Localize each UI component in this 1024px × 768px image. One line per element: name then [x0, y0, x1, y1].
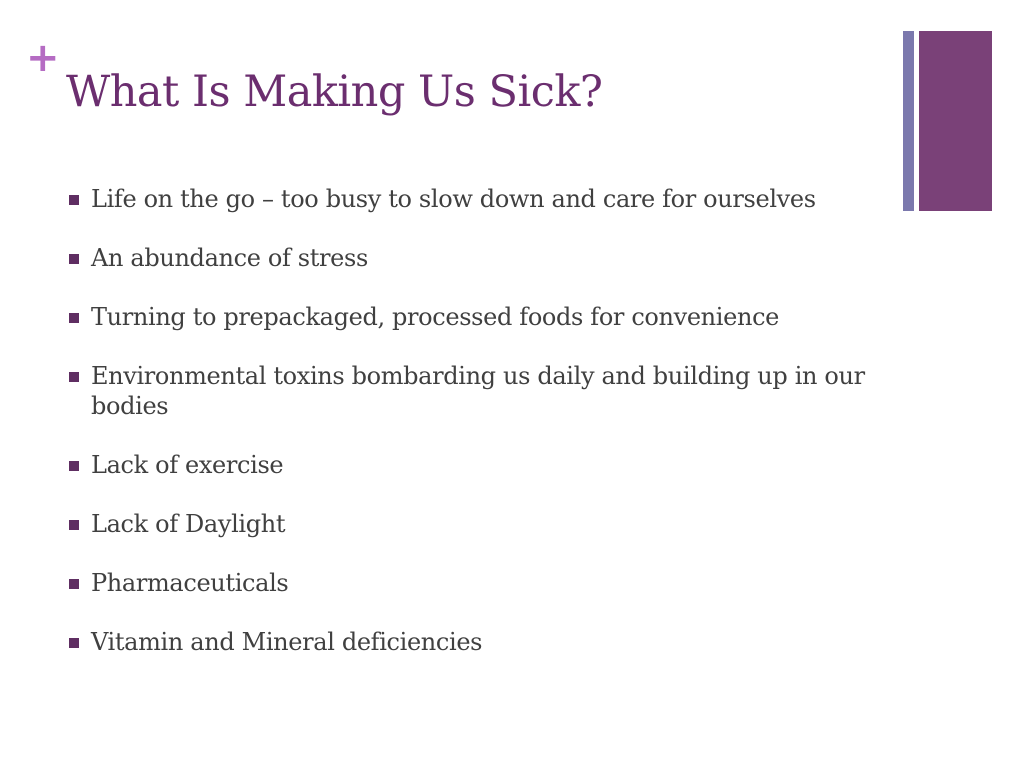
bullet-text: Lack of Daylight: [91, 510, 286, 538]
square-bullet-icon: [69, 254, 79, 264]
slide-title: What Is Making Us Sick?: [66, 67, 603, 117]
square-bullet-icon: [69, 461, 79, 471]
bullet-item: [66, 568, 896, 598]
square-bullet-icon: [69, 372, 79, 382]
bullet-item: [66, 509, 896, 539]
accent-bar-thick: [919, 31, 992, 211]
square-bullet-icon: [69, 313, 79, 323]
square-bullet-icon: [69, 195, 79, 205]
bullet-item: [66, 184, 896, 214]
plus-icon: +: [26, 35, 60, 81]
bullet-text: Pharmaceuticals: [91, 569, 289, 597]
square-bullet-icon: [69, 579, 79, 589]
bullet-text: Environmental toxins bombarding us daily and building up in our bodies: [91, 362, 865, 420]
square-bullet-icon: [69, 520, 79, 530]
bullet-text: Vitamin and Mineral deficiencies: [91, 628, 483, 656]
bullet-item: [66, 361, 896, 421]
bullet-item: [66, 627, 896, 657]
bullet-item: [66, 450, 896, 480]
accent-bar-thin: [903, 31, 914, 211]
bullet-text: An abundance of stress: [91, 244, 368, 272]
bullet-item: [66, 243, 896, 273]
square-bullet-icon: [69, 638, 79, 648]
bullet-text: Turning to prepackaged, processed foods for convenience: [91, 303, 780, 331]
bullet-item: [66, 302, 896, 332]
bullet-list: [66, 184, 896, 686]
bullet-text: Life on the go – too busy to slow down and care for ourselves: [91, 185, 816, 213]
bullet-text: Lack of exercise: [91, 451, 284, 479]
